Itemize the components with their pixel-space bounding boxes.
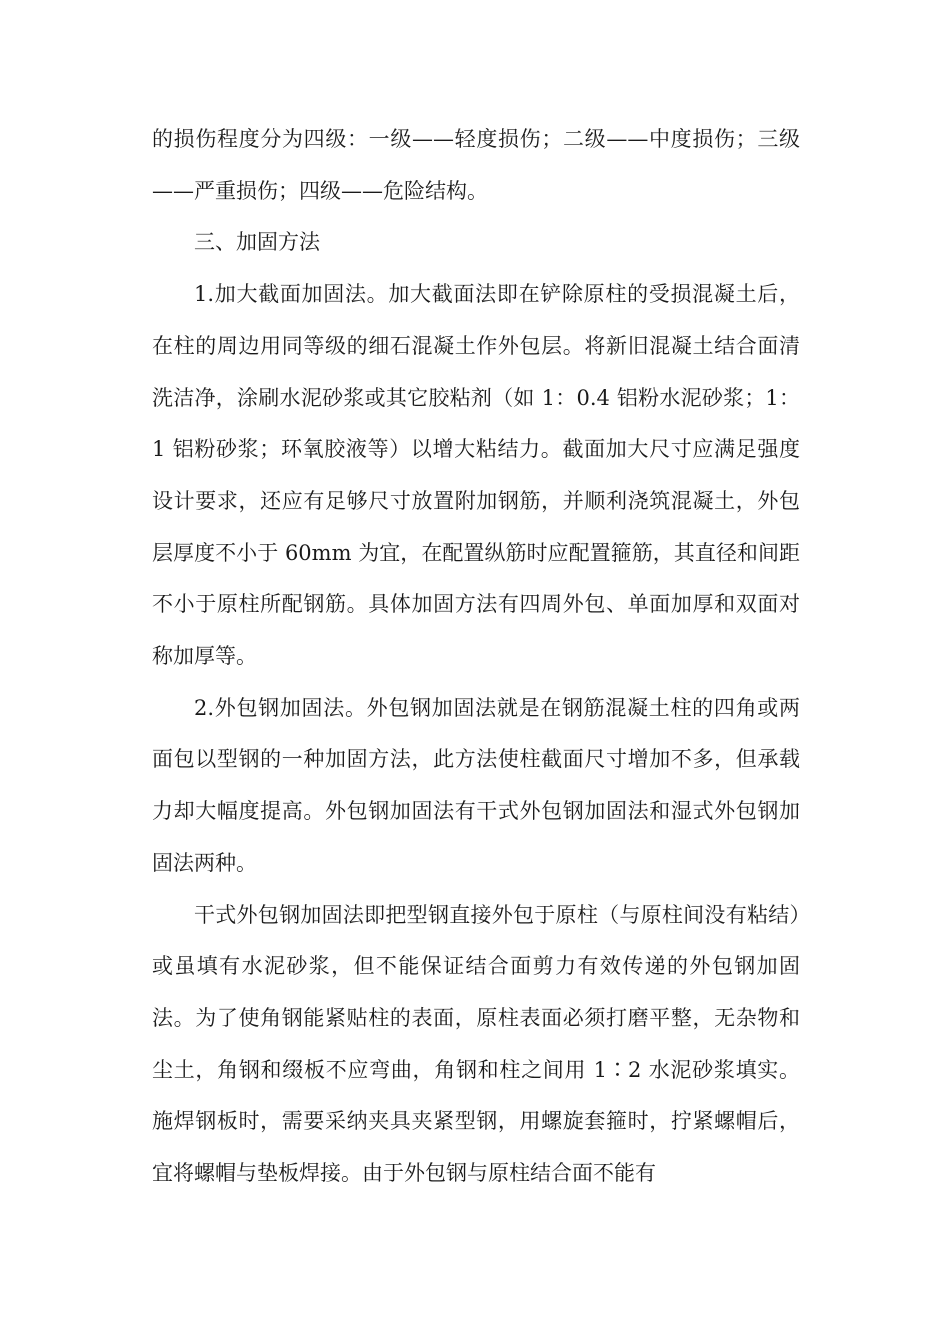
paragraph-dry-steel-encasing: 干式外包钢加固法即把型钢直接外包于原柱（与原柱间没有粘结）或虽填有水泥砂浆，但不能保证结合面剪力有效传递的外包钢加固法。为了使角钢能紧贴柱的表面，原柱表面必须打磨平整，无杂物和尘土，角钢和缀板不应弯曲，角钢和柱之间用 1∶2 水泥砂浆填实。施焊钢板时，需要采纳夹具夹紧型钢，用螺旋套箍时，拧紧螺帽后，宜将螺帽与垫板焊接。由于外包钢与原柱结合面不能有 [152, 902, 800, 1186]
paragraph-enlarged-section-method: 1.加大截面加固法。加大截面法即在铲除原柱的受损混凝土后，在柱的周边用同等级的细石混凝土作外包层。将新旧混凝土结合面清洗洁净，涂刷水泥砂浆或其它胶粘剂（如 1：0.4 铝粉水泥砂浆；1：1 铝粉砂浆；环氧胶液等）以增大粘结力。截面加大尺寸应满足强度设计要求，还应有足够尺寸放置附加钢筋，并顺利浇筑混凝土，外包层厚度不小于 60mm 为宜，在配置纵筋时应配置箍筋，其直径和间距不小于原柱所配钢筋。具体加固方法有四周外包、单面加厚和双面对称加厚等。 [152, 282, 800, 669]
section-heading: 三、加固方法 [194, 230, 320, 255]
paragraph-steel-encasing-method: 2.外包钢加固法。外包钢加固法就是在钢筋混凝土柱的四角或两面包以型钢的一种加固方法，此方法使柱截面尺寸增加不多，但承载力却大幅度提高。外包钢加固法有干式外包钢加固法和湿式外包钢加固法两种。 [152, 695, 800, 875]
paragraph-continuation: 的损伤程度分为四级：一级——轻度损伤；二级——中度损伤；三级——严重损伤；四级——危险结构。 [152, 127, 800, 203]
document-body [152, 114, 800, 1200]
